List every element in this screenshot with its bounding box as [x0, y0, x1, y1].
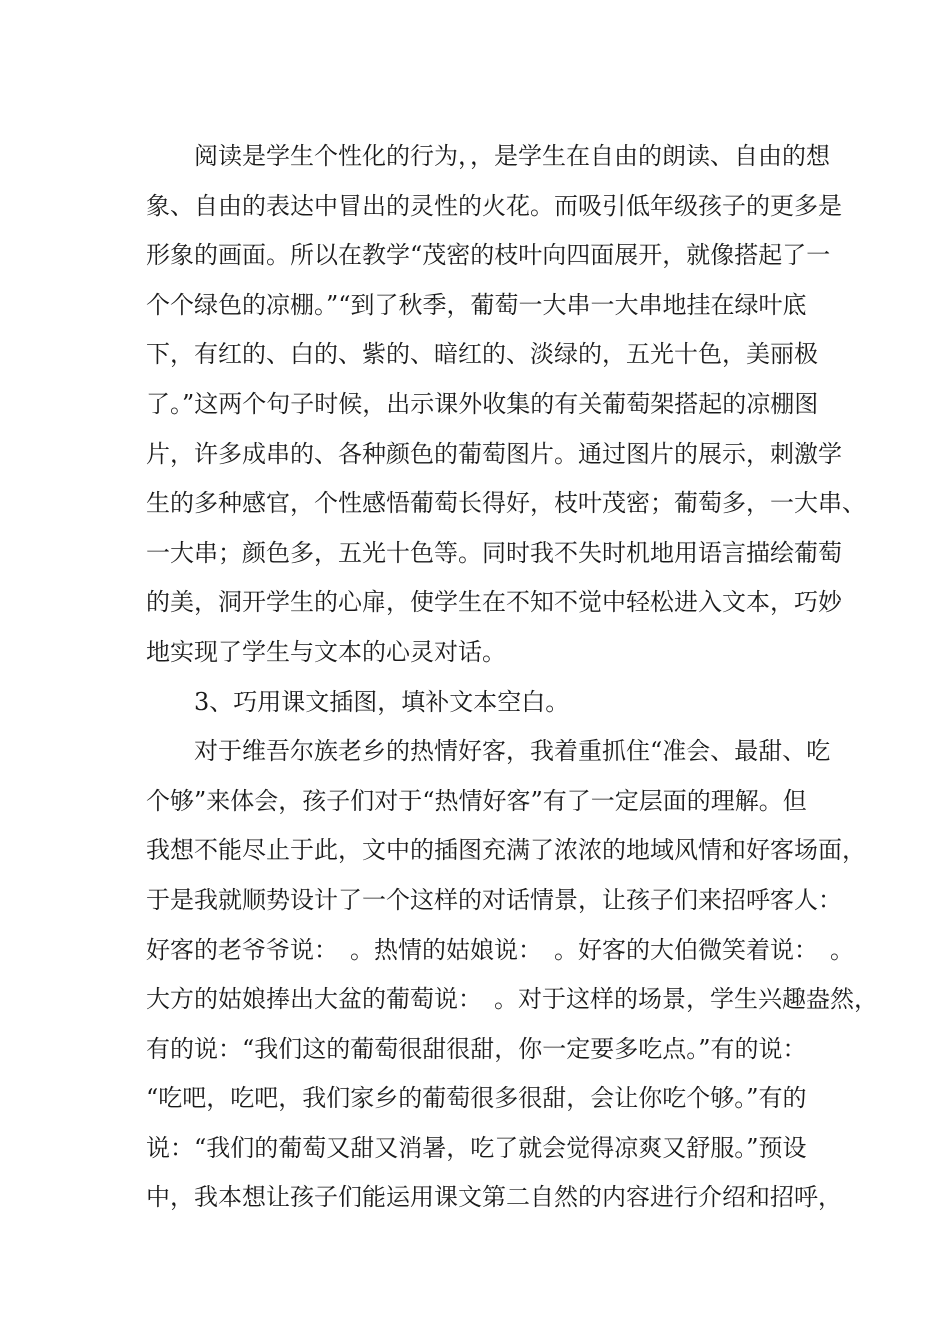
- text-line: 片，许多成串的、各种颜色的葡萄图片。通过图片的展示，刺激学: [146, 439, 842, 468]
- text-line: 于是我就顺势设计了一个这样的对话情景，让孩子们来招呼客人：: [146, 885, 842, 914]
- text-line: 地实现了学生与文本的心灵对话。: [146, 637, 506, 666]
- text-line: 对于维吾尔族老乡的热情好客，我着重抓住“准会、最甜、吃: [194, 737, 831, 766]
- text-line: 一大串；颜色多，五光十色等。同时我不失时机地用语言描绘葡萄: [146, 538, 842, 567]
- text-line: 形象的画面。所以在教学“茂密的枝叶向四面展开，就像搭起了一: [146, 241, 831, 270]
- section-heading: 3、巧用课文插图，填补文本空白。: [194, 687, 570, 716]
- text-line: 阅读是学生个性化的行为，，是学生在自由的朗读、自由的想: [194, 142, 830, 170]
- text-line: “吃吧，吃吧，我们家乡的葡萄很多很甜，会让你吃个够。”有的: [146, 1084, 807, 1113]
- text-line: 有的说：“我们这的葡萄很甜很甜，你一定要多吃点。”有的说：: [146, 1034, 807, 1063]
- text-line: 了。”这两个句子时候，出示课外收集的有关葡萄架搭起的凉棚图: [146, 389, 819, 418]
- body-text: [146, 132, 878, 1223]
- text-line: 我想不能尽止于此，文中的插图充满了浓浓的地域风情和好客场面，: [146, 836, 866, 865]
- text-line: 下，有红的、白的、紫的、暗红的、淡绿的，五光十色，美丽极: [146, 340, 818, 369]
- text-line: 说：“我们的葡萄又甜又消暑，吃了就会觉得凉爽又舒服。”预设: [146, 1133, 807, 1162]
- text-line: 好客的老爷爷说： 。热情的姑娘说： 。好客的大伯微笑着说： 。: [146, 935, 854, 964]
- text-line: 大方的姑娘捧出大盆的葡萄说： 。对于这样的场景，学生兴趣盎然，: [146, 985, 878, 1014]
- text-line: 的美，洞开学生的心扉，使学生在不知不觉中轻松进入文本，巧妙: [146, 588, 842, 617]
- text-line: 象、自由的表达中冒出的灵性的火花。而吸引低年级孩子的更多是: [146, 191, 842, 220]
- text-line: 个个绿色的凉棚。”“到了秋季，葡萄一大串一大串地挂在绿叶底: [146, 290, 807, 319]
- text-line: 个够”来体会，孩子们对于“热情好客”有了一定层面的理解。但: [146, 786, 807, 815]
- text-line: 中，我本想让孩子们能运用课文第二自然的内容进行介绍和招呼，: [146, 1183, 842, 1212]
- text-line: 生的多种感官，个性感悟葡萄长得好，枝叶茂密；葡萄多，一大串、: [146, 489, 866, 518]
